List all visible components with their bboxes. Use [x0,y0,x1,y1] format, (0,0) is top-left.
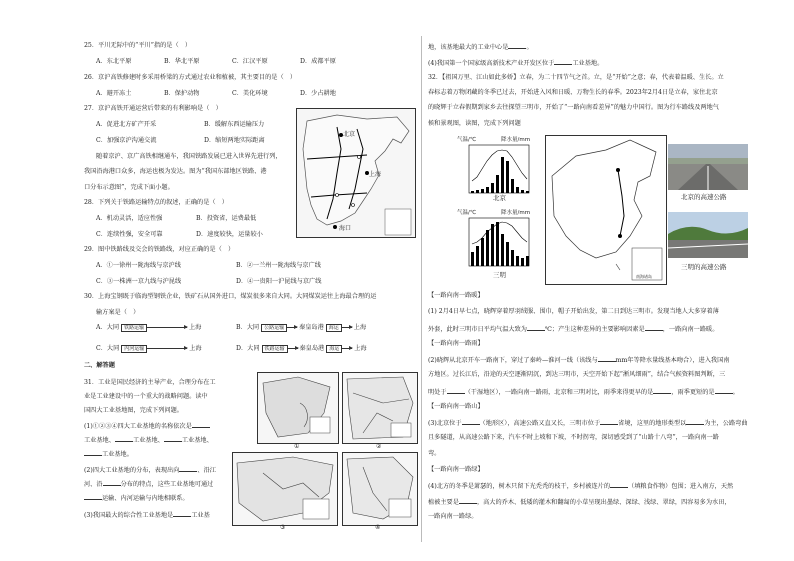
p3-line-2: 且多隧道，从高速公路下来，汽车不时上坡和下坡，不时拐弯，深切感受到了“山路十八弯”，一路向南一路 [428,434,719,441]
q31-line-1: 31．工业是国民经济的主导产业，合理分布在工 [84,379,216,386]
column-divider [421,36,422,542]
route-title-warm: 【一路向南一路暖】 [428,292,484,299]
p4-line-2: 植被主要是 ，高大的乔木、低矮的灌木和翻匐的小草呈现出墨绿、深绿、浅绿、翠绿，四容易多为水田， [428,499,731,506]
q26-opt-d: D．少占耕地 [300,90,336,97]
photo-sanming-caption: 三明的高速公路 [681,263,727,271]
p1-line-1: (1) 2月4日早七点，晓辉穿着厚羽绒服、围巾，帽子开始出发，第二日到达三明市。发现当地人大多穿着薄 [428,308,719,315]
railway-port-map [296,108,416,238]
q27-opt-c: C．加强京沪沟通交流 [96,137,157,144]
p4-line-3: 一路向南一路绿。 [428,513,478,520]
route-a-mode: 铁路运输 [121,324,147,332]
section-title: 二、解答题 [84,362,115,369]
p4-line-1: (4)北方的冬季是萧瑟的，树木只留下光秃秃的枝干，乡村被连片的 （填粮食作物）包围；进入南方，天然 [428,483,734,490]
industrial-map-2 [342,372,418,444]
p2-line-3: 明处于 （干湿地区），一路向南一路雨，北京和三明对比，雨季来得更早的是 ，雨季更短的是 。 [428,389,739,396]
p1-line-2: 外套，此时三明市日平均气温大致为 ℃；产生这种差异的主要影响因素是 ，一路向南一路暖。 [428,326,719,333]
climate-chart-sanming: 气温/℃ 降水量/mm 三明 [457,210,531,279]
map-number-1: ① [294,443,300,450]
q30-opt-a: A．大同 铁路运输 上海 [96,324,202,331]
q31-line-10: (3)我国最大的综合性工业基地是 工业基 [84,512,210,519]
p3-line-1: (3)北京位于 （地形区），高速公路又直又长，三明市位于 省境，这里的地形类型以 为主，公路弯曲 [428,420,748,427]
q32-line-1: 32．【祖国万里、江山如此多娇】立春，为二十四节气之首。立，是“开始”之意；春，代表着温暖、生长。立 [428,74,724,81]
q30-text-1: 30．上海宝钢既于临海型钢铁企业，铁矿石从国外进口，煤炭很多来自大同。大同煤炭运往上海最合理的运 [84,293,377,300]
q31-line-6: 工业基地。 [84,449,133,459]
passage-line-2: 我国沿海港口众多，海运也极为发达。图为“我国东部地区铁路、港 [84,168,267,175]
q25-opt-b: B．华北平原 [164,58,200,65]
q30-opt-b: B．大同 公路运输 秦皇岛港 海运 上海 [236,324,367,331]
route-title-green: 【一路向南一路绿】 [428,466,484,473]
p2-line-1: (2)晓辉从北京开车一路南下，穿过了秦岭—淮河一线（该线与 mm年等降水量线基本吻合），进入我国南 [428,357,730,364]
q32-line-4: 候和景观图，读图，完成下列问题 [428,120,521,127]
right-top-1: 地，该基地最大的工业中心是 。 [428,44,533,51]
q29-opt-c: C．③一株洲一京九线与沪昆线 [96,278,182,285]
q31-line-3: 国四大工业基地图，完成下列问题。 [84,407,183,414]
q30-opt-d: D．大同 铁路运输 秦皇岛港 海运 上海 [236,345,367,352]
industrial-map-3 [232,452,338,526]
q26-opt-a: A．避开冻土 [96,90,132,97]
map-label-haikou: 海口 [339,225,352,232]
route-title-rain: 【一路向南一路雨】 [428,340,484,347]
q31-line-9: 运输、内河运输与内地相联系。 [84,493,189,503]
q32-line-2: 春标志着万物闭藏的冬季已过去，开始进入风和日暖、万物生长的春季。2023年2月4日是立春，家住北京 [428,89,718,96]
q31-line-7: (2)四大工业基地的分布，表现出向 、沿江 [84,467,216,474]
photo-beijing-caption: 北京的高速公路 [681,193,727,201]
route-d-mode: 铁路运输 [262,345,288,353]
south-sea-note: 南海诸岛 [636,274,652,279]
map-label-beijing: 北京 [343,131,356,138]
climate-chart-beijing: 气温/℃ 降水量/mm 北京 [457,137,531,202]
q28-opt-a: A．机动灵活，适应性强 [96,215,163,222]
route-title-mountain: 【一路向南一路山】 [428,403,484,410]
q25-text: 25．平川无际中的“平川”指的是（ ） [84,42,192,49]
q26-opt-b: B．保护动物 [164,90,200,97]
q30-opt-c: C．大同 内河运输 上海 [96,345,202,352]
industrial-map-1 [257,372,339,444]
q25-opt-c: C．江汉平原 [232,58,268,65]
map-number-3: ③ [280,524,286,531]
route-b-mode: 公路运输 [261,324,287,332]
q25-opt-d: D．成都平原 [300,58,336,65]
p3-line-3: 弯。 [428,450,441,457]
p2-line-2: 方地区。过长江后，沿途的天空逐渐阴沉，到达三明市，天空开始下起“淅风细雨”，结合气候资料图判断，三 [428,371,726,378]
q28-text: 28．下列关于铁路运输特点的叙述，正确的是（ ） [84,199,228,206]
q27-opt-a: A．促进北方矿产开采 [96,121,157,128]
q27-text: 27．京沪高铁开通运营后带来的有利影响是（ ） [84,105,222,112]
industrial-map-4 [342,452,418,526]
q31-line-5: 工业基地、 工业基地、 工业基地、 [84,437,213,444]
q26-opt-c: C．美化环境 [232,90,268,97]
q28-opt-b: B．投资省，运费最低 [196,215,257,222]
map-number-4: ④ [375,524,381,531]
q32-line-3: 的晓辉于立春假期到家乡去往探望三明市，开始了“一路向南看差异”的魅力中国行。图为行车路线及两地气 [428,104,719,111]
q30-text-2: 输方案是（ ） [96,309,140,316]
right-top-2: (4)我国第一个国家级高新技术产业开发区位于 工业基地。 [428,60,604,67]
q27-opt-d: D．缩短两地实际距离 [204,137,265,144]
passage-line-3: 口分布示意图”，完成下面小题。 [84,184,174,191]
q27-opt-b: B．缓解东西运输压力 [204,121,265,128]
route-map-china [545,135,667,285]
q29-opt-d: D．④一贵阳一沪昆线与京广线 [236,278,322,285]
photo-beijing-highway [668,144,748,190]
q29-opt-b: B．②一兰州一陇海线与京广线 [236,262,321,269]
q31-line-2: 业是工业建设中的一个重大的战略问题。读中 [84,393,208,400]
map-label-shanghai: 上海 [369,171,382,178]
q28-opt-d: D．速度较快，运量较小 [196,231,263,238]
q25-opt-a: A．东北平原 [96,58,132,65]
q31-line-4: (1)①②③④四大工业基地的名称依次是 [84,421,210,431]
q29-text: 29．图中铁路线及交会的铁路线，对应正确的是（ ） [84,246,235,253]
q31-line-8: 河、沿 分布的特点，这些工业基地可通过 [84,481,214,488]
photo-sanming-highway [668,212,748,258]
q26-text: 26．京沪高铁修建时多采用桥梁的方式通过农业和植被，其主要目的是（ ） [84,74,297,81]
passage-line-1: 随着京沪、京广高铁相继通车，我国铁路发展已进入世界先进行列， [96,153,282,160]
q29-opt-a: A．①一徐州一陇海线与京沪线 [96,262,181,269]
route-c-mode: 内河运输 [121,345,147,353]
q28-opt-c: C．连续性强，安全可靠 [96,231,163,238]
map-number-2: ② [376,443,382,450]
